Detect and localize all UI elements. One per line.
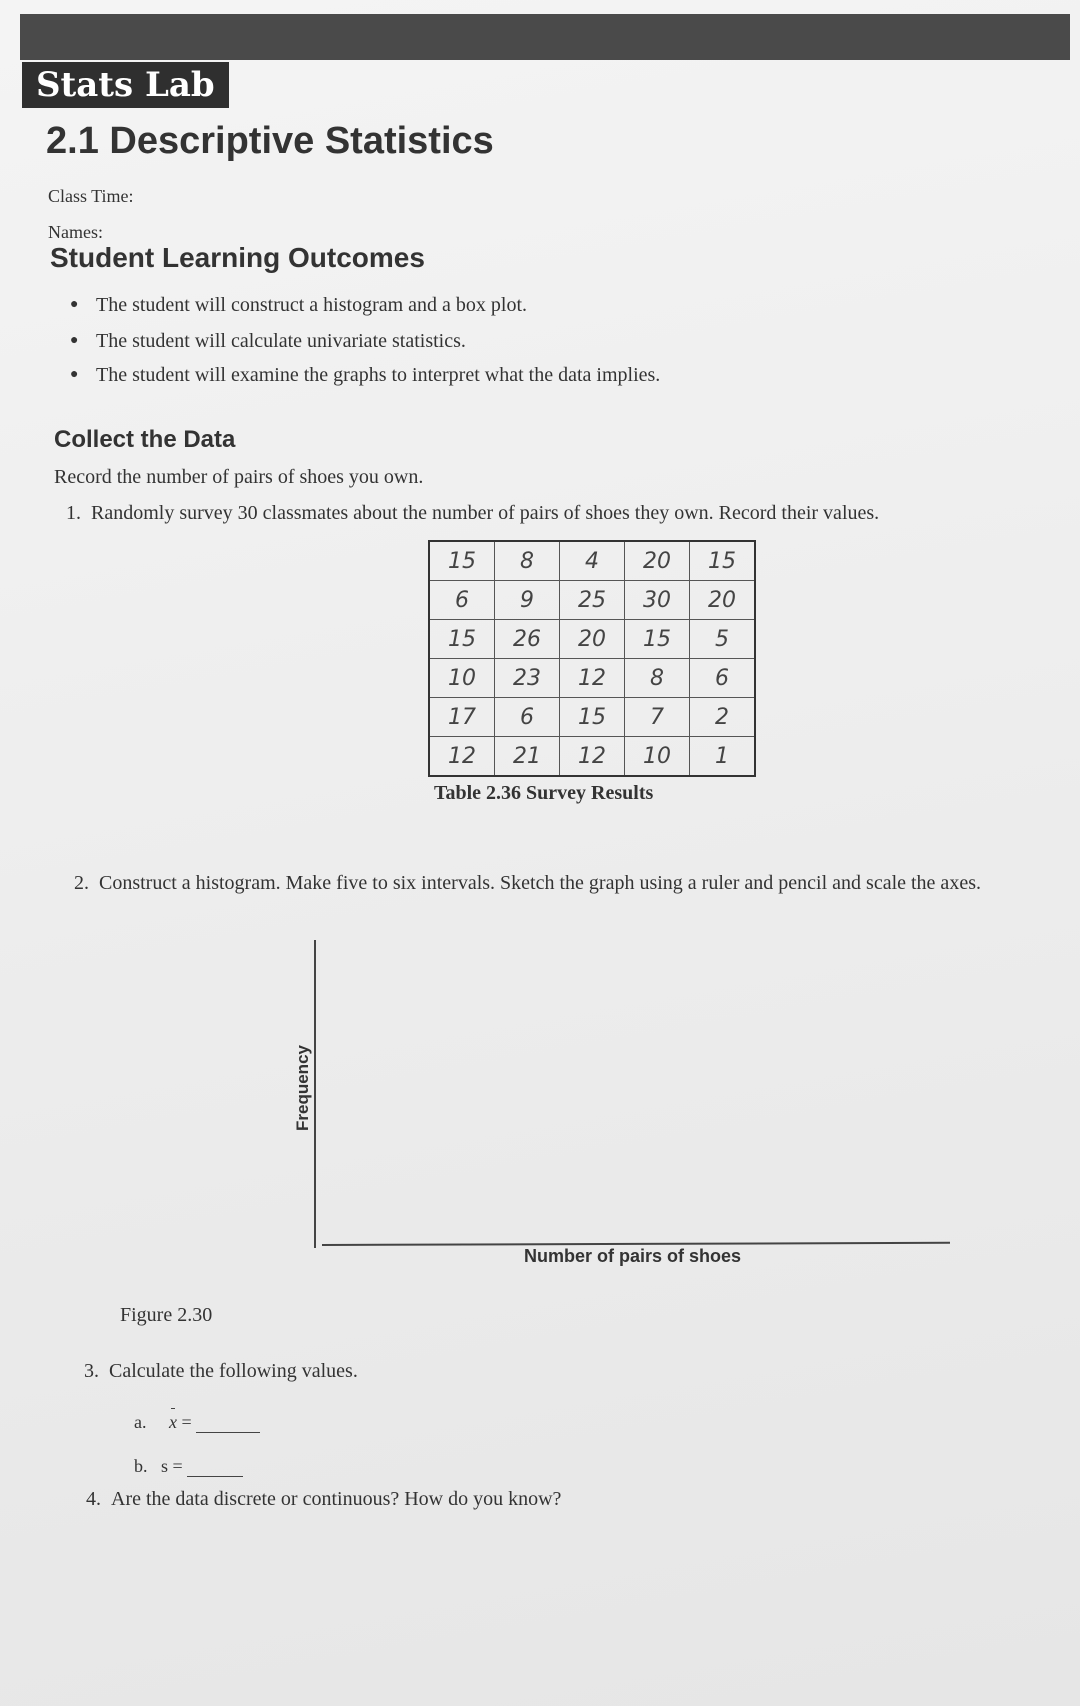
table-cell: 12 xyxy=(560,737,625,777)
table-cell: 6 xyxy=(429,581,495,620)
question-2: 2. Construct a histogram. Make five to six intervals. Sketch the graph using a ruler and pencil and scale the axes. xyxy=(74,872,981,894)
table-cell: 15 xyxy=(690,541,756,581)
table-cell: 15 xyxy=(429,620,495,659)
names-label: Names: xyxy=(48,222,103,242)
table-caption: Table 2.36 Survey Results xyxy=(434,782,654,804)
class-time-label: Class Time: xyxy=(48,186,134,206)
outcome-item: ● The student will calculate univariate statistics. xyxy=(70,330,466,352)
answer-blank xyxy=(196,1418,260,1433)
table-cell: 6 xyxy=(495,698,560,737)
survey-results-table xyxy=(428,540,756,777)
table-row xyxy=(429,698,755,737)
table-cell: 10 xyxy=(429,659,495,698)
header-bar xyxy=(20,14,1070,60)
page-title: 2.1 Descriptive Statistics xyxy=(46,120,494,162)
table-cell: 8 xyxy=(625,659,690,698)
table-cell: 8 xyxy=(495,541,560,581)
question-3a: a. x = xyxy=(134,1412,260,1433)
bullet-icon: ● xyxy=(70,367,79,382)
table-cell: 26 xyxy=(495,620,560,659)
table-cell: 20 xyxy=(625,541,690,581)
table-cell: 20 xyxy=(690,581,756,620)
table-cell: 4 xyxy=(560,541,625,581)
table-cell: 23 xyxy=(495,659,560,698)
histogram-y-axis xyxy=(314,940,316,1248)
table-cell: 20 xyxy=(560,620,625,659)
question-1: 1. Randomly survey 30 classmates about the number of pairs of shoes they own. Record their values. xyxy=(66,502,880,524)
table-cell: 30 xyxy=(625,581,690,620)
figure-caption: Figure 2.30 xyxy=(120,1304,213,1326)
table-cell: 25 xyxy=(560,581,625,620)
table-cell: 15 xyxy=(560,698,625,737)
table-row xyxy=(429,620,755,659)
outcome-item: ● The student will examine the graphs to interpret what the data implies. xyxy=(70,364,661,386)
collect-intro: Record the number of pairs of shoes you own. xyxy=(54,466,424,488)
table-cell: 7 xyxy=(625,698,690,737)
table-cell: 21 xyxy=(495,737,560,777)
table-cell: 5 xyxy=(690,620,756,659)
table-cell: 15 xyxy=(429,541,495,581)
bullet-icon: ● xyxy=(70,333,79,348)
outcome-item: ● The student will construct a histogram and a box plot. xyxy=(70,294,528,316)
table-cell: 9 xyxy=(495,581,560,620)
outcomes-heading: Student Learning Outcomes xyxy=(50,242,425,273)
table-cell: 10 xyxy=(625,737,690,777)
stats-lab-logo: Stats Lab xyxy=(22,62,229,108)
table-cell: 12 xyxy=(560,659,625,698)
table-row xyxy=(429,737,755,777)
table-row xyxy=(429,659,755,698)
table-cell: 17 xyxy=(429,698,495,737)
table-row xyxy=(429,581,755,620)
answer-blank xyxy=(187,1462,243,1477)
table-row xyxy=(429,541,755,581)
x-axis-label: Number of pairs of shoes xyxy=(524,1246,742,1266)
table-cell: 2 xyxy=(690,698,756,737)
question-3: 3. Calculate the following values. xyxy=(84,1360,358,1382)
y-axis-label: Frequency xyxy=(292,1045,312,1131)
bullet-icon: ● xyxy=(70,297,79,312)
table-cell: 15 xyxy=(625,620,690,659)
x-bar-symbol: x xyxy=(169,1412,177,1432)
question-3b: b. s = xyxy=(134,1456,243,1477)
table-cell: 12 xyxy=(429,737,495,777)
table-cell: 6 xyxy=(690,659,756,698)
question-4: 4. Are the data discrete or continuous? How do you know? xyxy=(86,1488,562,1510)
table-cell: 1 xyxy=(690,737,756,777)
collect-heading: Collect the Data xyxy=(54,426,236,453)
